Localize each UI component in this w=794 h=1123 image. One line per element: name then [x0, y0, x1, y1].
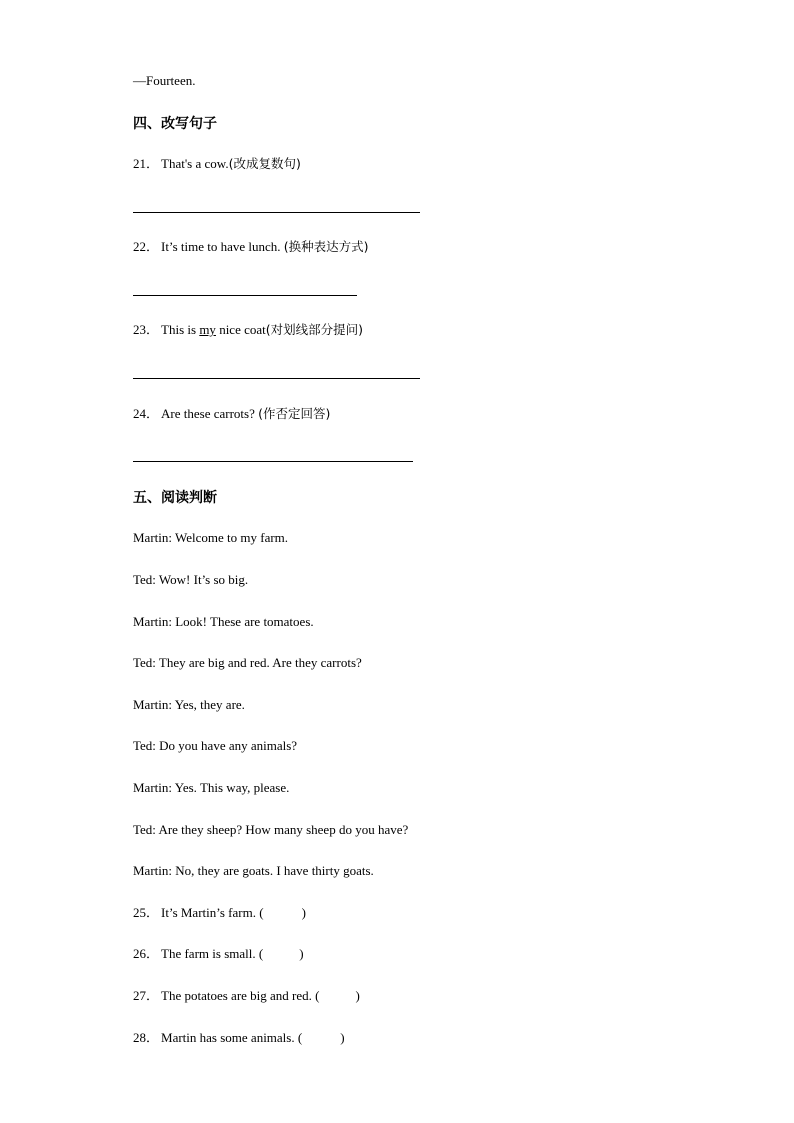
question-28: [133, 1030, 345, 1046]
question-25: [133, 905, 306, 921]
answer-line-24[interactable]: [133, 461, 413, 462]
dialogue-line: Martin: Yes, they are.: [133, 697, 245, 712]
question-number: 22．: [133, 239, 160, 254]
question-text: This is: [161, 322, 200, 337]
question-text: The potatoes are big and red. (: [161, 988, 320, 1003]
close-paren: ): [301, 905, 306, 920]
question-hint: (换种表达方式): [283, 239, 369, 254]
question-number: 21．: [133, 156, 160, 171]
question-text: It’s Martin’s farm. (: [161, 905, 264, 920]
question-26: [133, 946, 304, 962]
dialogue-line: Martin: Yes. This way, please.: [133, 780, 290, 795]
question-number: 23．: [133, 322, 160, 337]
close-paren: ): [299, 946, 304, 961]
dialogue-line: Ted: They are big and red. Are they carrots?: [133, 655, 362, 670]
question-text: Martin has some animals. (: [161, 1030, 303, 1045]
dialogue-line: Martin: Welcome to my farm.: [133, 530, 289, 545]
question-hint: (作否定回答): [258, 406, 331, 421]
question-number: 24．: [133, 406, 160, 421]
question-23: [133, 322, 363, 338]
question-hint: (改成复数句): [228, 156, 301, 171]
question-24: [133, 406, 330, 422]
dialogue-line: Martin: No, they are goats. I have thirty goats.: [133, 863, 374, 878]
section-5-heading: 五、阅读判断: [133, 490, 217, 506]
question-text-rest: nice coat: [215, 322, 266, 337]
question-hint: (对划线部分提问): [265, 322, 364, 337]
question-text: It’s time to have lunch.: [161, 239, 281, 254]
intro-text: —Fourteen.: [133, 73, 196, 88]
question-text: That's a cow.: [161, 156, 229, 171]
question-number: 25．: [133, 905, 160, 920]
close-paren: ): [340, 1030, 345, 1045]
answer-line-22[interactable]: [133, 295, 357, 296]
close-paren: ): [355, 988, 360, 1003]
question-text: Are these carrots?: [161, 406, 255, 421]
underlined-word: my: [199, 322, 216, 337]
question-number: 28．: [133, 1030, 160, 1045]
dialogue-line: Ted: Do you have any animals?: [133, 738, 298, 753]
question-22: [133, 239, 369, 255]
question-27: [133, 988, 360, 1004]
question-number: 27．: [133, 988, 160, 1003]
answer-line-23[interactable]: [133, 378, 420, 379]
section-4-heading: 四、改写句子: [133, 116, 217, 132]
dialogue-line: Ted: Wow! It’s so big.: [133, 572, 249, 587]
question-21: [133, 156, 301, 172]
dialogue-line: Martin: Look! These are tomatoes.: [133, 614, 314, 629]
question-text: The farm is small. (: [161, 946, 264, 961]
answer-line-21[interactable]: [133, 212, 420, 213]
question-number: 26．: [133, 946, 160, 961]
dialogue-line: Ted: Are they sheep? How many sheep do you have?: [133, 822, 409, 837]
